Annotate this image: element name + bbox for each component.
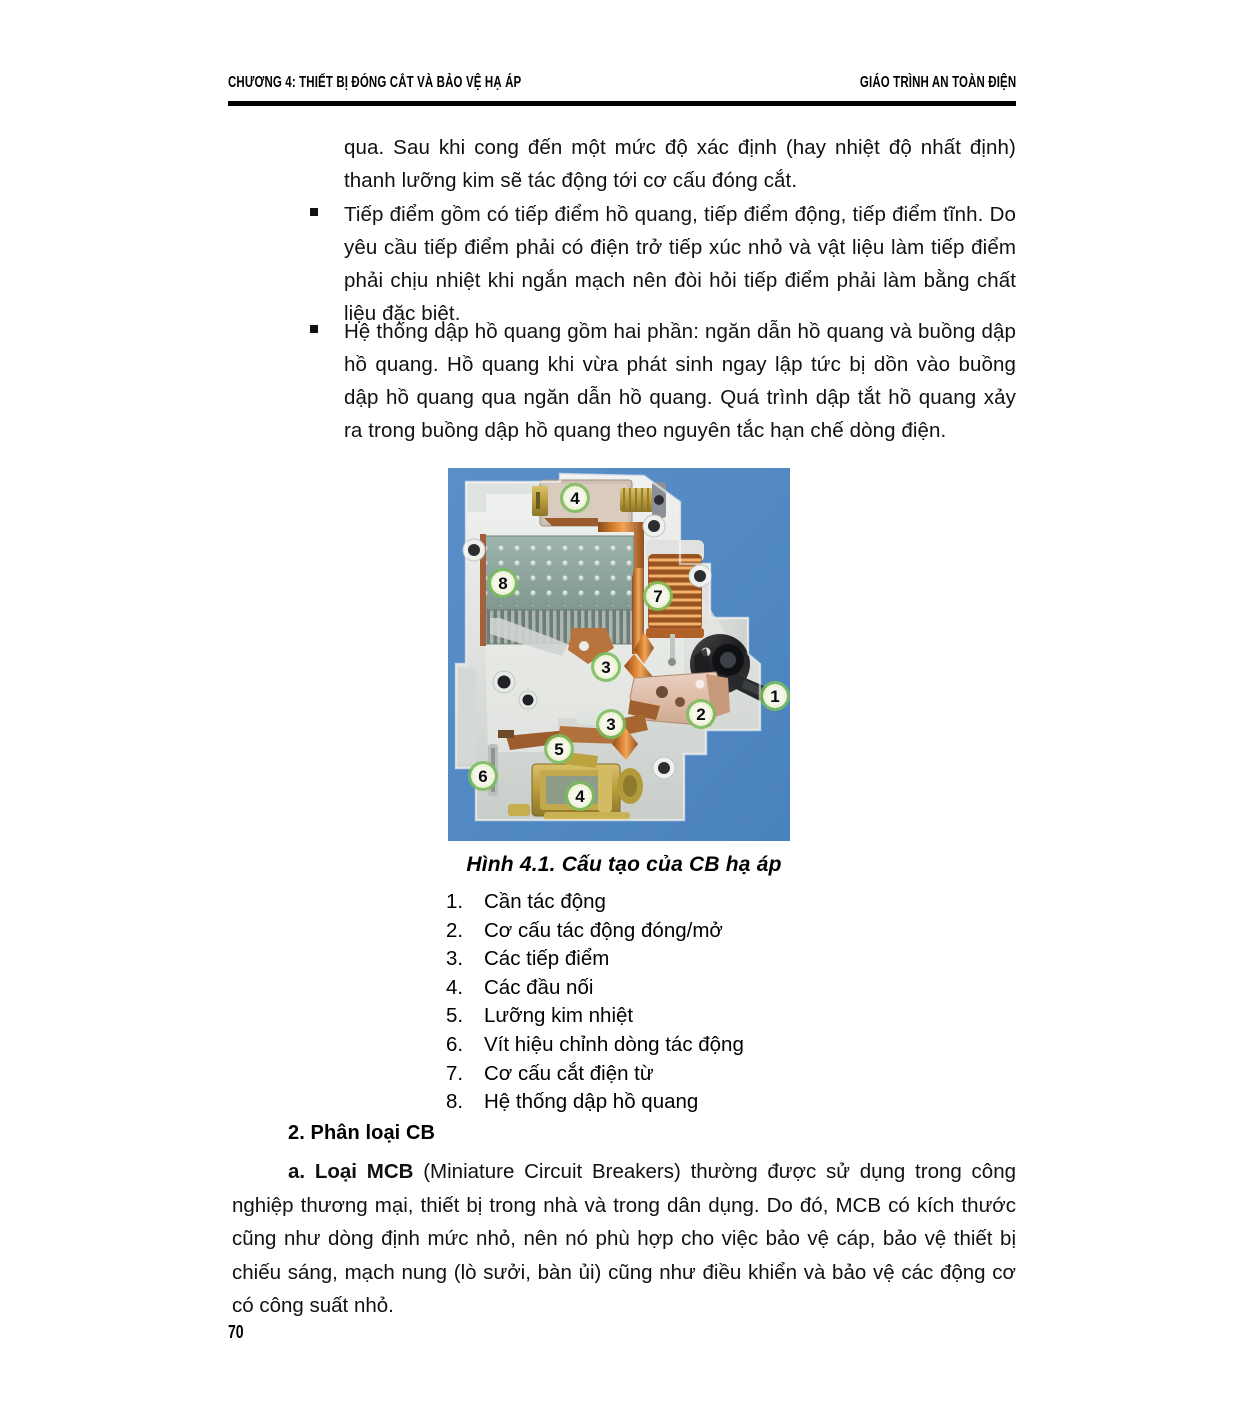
- legend-label: Các tiếp điểm: [484, 947, 610, 971]
- legend-label: Cơ cấu tác động đóng/mở: [484, 918, 723, 942]
- callout-badge-6: 6: [468, 761, 498, 791]
- bullet-text: Tiếp điểm gồm có tiếp điểm hồ quang, tiếp điểm động, tiếp điểm tĩnh. Do yêu cầu tiếp điểm phải có điện trở tiếp xúc nhỏ và vật liệu làm tiếp điểm phải chịu nhiệt khi ngắn mạch nên đòi hỏi tiếp điểm phải làm bằng chất liệu đặc biệt.: [344, 203, 1016, 325]
- legend-list: [446, 888, 966, 1117]
- paragraph-lead-in: a. Loại MCB: [288, 1160, 414, 1183]
- callout-badge-7: 7: [643, 581, 673, 611]
- callout-badge-3-lower: 3: [596, 709, 626, 739]
- legend-label: Cơ cấu cắt điện từ: [484, 1061, 654, 1085]
- legend-number: 1.: [446, 890, 464, 913]
- square-bullet-icon: [310, 325, 318, 333]
- square-bullet-icon: [310, 208, 318, 216]
- list-item: [446, 1031, 966, 1060]
- legend-number: 2.: [446, 918, 464, 942]
- list-item: [446, 1060, 966, 1089]
- callout-badge-5: 5: [544, 734, 574, 764]
- figure-mcb-cutaway: [448, 468, 790, 841]
- list-item: [446, 888, 966, 917]
- bullet-text: Hệ thống dập hồ quang gồm hai phần: ngăn dẫn hồ quang và buồng dập hồ quang. Hồ quang khi vừa phát sinh ngay lập tức bị dồn vào buồng dập hồ quang qua ngăn dẫn hồ quang. Quá trình dập tắt hồ quang xảy ra trong buồng dập hồ quang theo nguyên tắc hạn chế dòng điện.: [344, 320, 1016, 442]
- legend-number: 8.: [446, 1090, 464, 1114]
- legend-label: Cần tác động: [484, 890, 606, 913]
- list-item: [446, 917, 966, 946]
- callout-badge-2: 2: [686, 699, 716, 729]
- list-item: [446, 945, 966, 974]
- bullet-item-contacts: [310, 198, 1016, 330]
- callout-badge-1: 1: [760, 681, 790, 711]
- legend-number: 5.: [446, 1004, 464, 1028]
- callout-badge-4-top: 4: [560, 483, 590, 513]
- callout-badge-3-upper: 3: [591, 652, 621, 682]
- callout-badge-8: 8: [488, 568, 518, 598]
- mcb-cutaway-photo: [448, 468, 790, 841]
- page-number: 70: [228, 1322, 244, 1342]
- legend-label: Các đầu nối: [484, 975, 594, 999]
- header-rule: [228, 101, 1016, 106]
- list-item: [446, 974, 966, 1003]
- legend-number: 7.: [446, 1061, 464, 1085]
- section-heading: 2. Phân loại CB: [288, 1122, 436, 1144]
- figure-legend: [446, 888, 966, 1117]
- legend-label: Lưỡng kim nhiệt: [484, 1004, 634, 1028]
- paragraph-intro: qua. Sau khi cong đến một mức độ xác định (hay nhiệt độ nhất định) thanh lưỡng kim sẽ tác động tới cơ cấu đóng cắt.: [344, 136, 1016, 192]
- running-header: [228, 74, 1016, 100]
- legend-label: Hệ thống dập hồ quang: [484, 1090, 699, 1114]
- figure-caption: Hình 4.1. Cấu tạo của CB hạ áp: [466, 853, 782, 876]
- legend-number: 3.: [446, 947, 464, 971]
- header-book-title: GIÁO TRÌNH AN TOÀN ĐIỆN: [859, 74, 1016, 91]
- header-chapter-title: CHƯƠNG 4: THIẾT BỊ ĐÓNG CẮT VÀ BẢO VỆ HẠ ÁP: [228, 74, 522, 91]
- paragraph-mcb: [232, 1155, 1016, 1323]
- legend-number: 6.: [446, 1032, 464, 1056]
- paragraph-text: (Miniature Circuit Breakers) thường được sử dụng trong công nghiệp thương mại, thiết bị trong nhà và trong dân dụng. Do đó, MCB có kích thước cũng như dòng định mức nhỏ, nên nó phù hợp cho việc bảo vệ cáp, bảo vệ thiết bị chiếu sáng, mạch nung (lò sưởi, bàn ủi) cũng như điều khiển và bảo vệ các động cơ có công suất nhỏ.: [232, 1160, 1016, 1317]
- legend-number: 4.: [446, 975, 464, 999]
- legend-label: Vít hiệu chỉnh dòng tác động: [484, 1032, 744, 1056]
- callout-badge-4-bottom: 4: [565, 781, 595, 811]
- list-item: [446, 1002, 966, 1031]
- list-item: [446, 1088, 966, 1117]
- mcb-cutaway-illustration: [448, 468, 790, 841]
- bullet-item-arc-quenching: [310, 315, 1016, 447]
